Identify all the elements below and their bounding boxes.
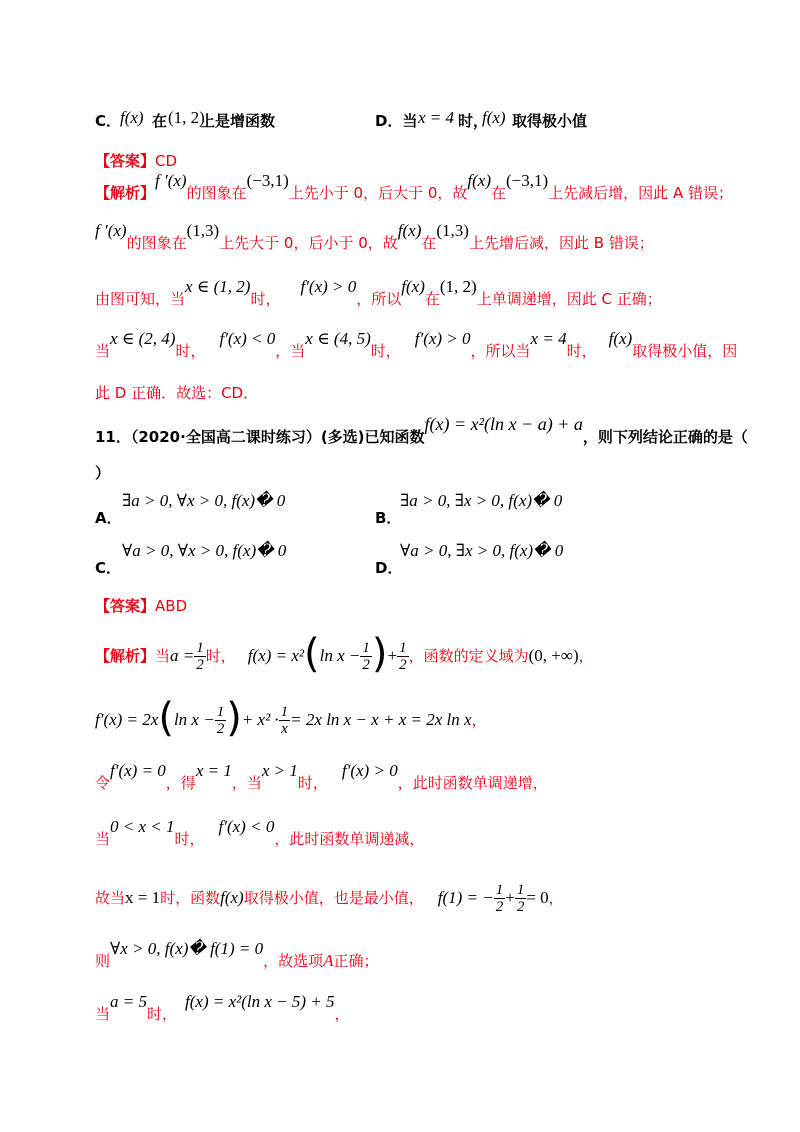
q11-s5-math-3: f(1) = −	[437, 888, 494, 907]
q11-s1-text-1: 当	[155, 647, 171, 665]
q11-stem-text-1: 11．（2020·全国高二课时练习）(多选)已知函数	[95, 428, 425, 446]
q11-s2-text-1: ，	[471, 711, 487, 729]
q11-s2-math-2: ln x −	[173, 710, 215, 729]
option-c-math-2: (1, 2)	[168, 108, 205, 127]
q10-l3-text-2: 时，	[250, 290, 281, 308]
q11-s2-math-4: = 2x ln x − x + x = 2x ln x	[290, 710, 472, 729]
q10-l2-math-1: f ′(x)	[95, 221, 127, 240]
q10-l4-text-3: ，当	[275, 342, 306, 360]
q11-s4-text-3: ，此时函数单调递减，	[274, 830, 425, 848]
q10-l4-text-4: 时，	[370, 342, 401, 360]
q10-l3-text-4: 在	[424, 290, 440, 308]
q11-s1-text-4: ，	[578, 647, 594, 665]
q10-answer-value: CD	[155, 152, 178, 170]
frac-num: 1	[516, 882, 525, 898]
q11-s3-text-3: ，当	[231, 774, 262, 792]
frac-den: 2	[216, 721, 225, 737]
q10-l3-math-3: f(x)	[401, 277, 425, 296]
frac-den: 2	[495, 899, 504, 915]
q11-s5-text-1: 故当	[95, 889, 126, 907]
q10-l1-math-1: f ′(x)	[155, 171, 187, 190]
q11-s7-text-3: ，	[334, 1005, 350, 1023]
frac-num: 1	[495, 882, 504, 898]
q10-l3-math-2: f′(x) > 0	[300, 277, 357, 296]
q10-l2-text-3: 在	[421, 234, 437, 252]
q11-s4-math-2: f′(x) < 0	[218, 817, 275, 836]
q11-stem-math: f(x) = x²(ln x − a) + a	[424, 414, 583, 434]
q11-s1-math-2: f(x) = x²	[247, 646, 304, 665]
q10-l1-math-3: f(x)	[467, 171, 491, 190]
q11-s5-math-1: x = 1	[125, 888, 161, 907]
q11-s1-frac-2	[360, 640, 372, 673]
frac-den: 2	[362, 657, 370, 673]
q11-s4-text-1: 当	[95, 830, 111, 848]
q10-l1-text-3: 在	[490, 184, 506, 202]
q11-s2-math-1: f′(x) = 2x	[95, 710, 159, 729]
q11-analysis-line-4	[95, 817, 425, 849]
q11-s3-math-4: f′(x) > 0	[341, 761, 398, 780]
q11-s5-math-2: f(x)	[220, 888, 244, 907]
q11-s5-text-4: ，	[548, 889, 564, 907]
q10-l4-text-7: 取得极小值，因	[632, 342, 738, 360]
q11-s6-math-2: A	[323, 951, 334, 970]
q10-l1-text-1: 的图象在	[186, 184, 247, 202]
frac-num: 1	[399, 640, 407, 656]
q11-s5-text-3: 取得极小值，也是最小值，	[243, 889, 424, 907]
q11-s5-frac-2	[515, 882, 527, 915]
q11-answer-row	[95, 595, 187, 616]
q10-l4-text-2: 时，	[175, 342, 206, 360]
q10-l4-text-5: ，所以当	[470, 342, 531, 360]
frac-num: 1	[196, 640, 204, 656]
frac-num: 1	[280, 704, 289, 720]
q10-l3-math-4: (1, 2)	[439, 277, 477, 296]
q10-l4-math-5: x = 4	[530, 329, 567, 348]
q10-l1-math-2: (−3,1)	[246, 171, 289, 190]
q11-s4-text-2: 时，	[174, 830, 205, 848]
frac-den: x	[281, 721, 288, 737]
q11-s7-text-2: 时，	[147, 1005, 178, 1023]
q10-l4-text-6: 时，	[566, 342, 597, 360]
q11-s6-math-1: ∀x > 0, f(x)� f(1) = 0	[110, 939, 264, 958]
q10-l2-math-3: f(x)	[397, 221, 422, 240]
q11-s3-text-4: 时，	[297, 774, 328, 792]
q11-s3-math-2: x = 1	[195, 761, 232, 780]
q11-s3-text-5: ，此时函数单调递增，	[397, 774, 548, 792]
q11-s1-text-3: ，函数的定义域为	[408, 647, 529, 665]
q10-analysis-line-2	[95, 221, 654, 253]
q11-option-d-math: ∀a > 0, ∃x > 0, f(x)� 0	[400, 541, 564, 560]
q11-stem-text-2: ，则下列结论正确的是（	[582, 428, 748, 446]
q11-s1-math-4: +	[387, 646, 398, 665]
q11-s5-math-4: +	[505, 888, 515, 907]
q11-s6-text-2: ，故选项	[263, 952, 324, 970]
q11-s7-math-1: a = 5	[110, 992, 147, 1011]
q10-l2-math-4: (1,3)	[436, 221, 469, 240]
option-c-text-2: 上是增函数	[200, 112, 276, 130]
option-d-math-1: x = 4	[418, 108, 455, 127]
q11-s7-math-2: f(x) = x²(ln x − 5) + 5	[185, 992, 335, 1011]
q11-option-a-math: ∃a > 0, ∀x > 0, f(x)� 0	[122, 491, 286, 510]
frac-num: 1	[216, 704, 225, 720]
q11-s3-text-2: ，得	[165, 774, 196, 792]
q11-analysis-line-6	[95, 939, 379, 971]
q10-l4-math-3: x ∈ (4, 5)	[305, 329, 371, 348]
q11-s6-text-3: 正确；	[333, 952, 379, 970]
right-paren-icon: )	[226, 694, 242, 741]
q10-answer-label: 【答案】	[95, 152, 156, 170]
q11-s1-math-1: a =	[170, 646, 195, 665]
q11-analysis-line-3	[95, 761, 548, 793]
q11-analysis-line-7	[95, 992, 350, 1024]
q10-l3-text-3: ，所以	[356, 290, 402, 308]
q11-s5-frac-1	[494, 882, 506, 915]
q11-s3-math-3: x > 1	[261, 761, 298, 780]
q11-s1-frac-1	[194, 640, 206, 673]
option-c-label: C．	[95, 112, 122, 130]
left-paren-icon: (	[158, 694, 174, 741]
left-paren-icon: (	[304, 630, 320, 677]
q11-answer-value: ABD	[155, 597, 188, 615]
q11-s1-text-2: 时，	[205, 647, 236, 665]
q10-l2-text-1: 的图象在	[126, 234, 187, 252]
right-paren-icon: )	[371, 630, 388, 677]
option-d-text-1: 时，	[458, 112, 489, 130]
option-c-math-1: f(x)	[120, 108, 144, 127]
q11-option-b-math: ∃a > 0, ∃x > 0, f(x)� 0	[400, 491, 563, 510]
q11-analysis-line-1	[95, 630, 594, 677]
q11-stem	[95, 414, 748, 447]
q11-s5-math-5: = 0	[526, 888, 549, 907]
option-c-text-1: 在	[152, 112, 168, 130]
q11-s1-frac-3	[397, 640, 409, 673]
q11-s3-text-1: 令	[95, 774, 111, 792]
option-d-label: D．当	[375, 112, 418, 130]
q10-answer-row	[95, 150, 177, 171]
q11-s2-math-3: + x² ·	[241, 710, 279, 729]
q10-l3-text-5: 上单调递增，因此 C 正确；	[476, 290, 662, 308]
q11-option-b-label: B．	[375, 509, 402, 527]
q11-option-d-label: D．	[375, 559, 403, 577]
q10-analysis-line-3	[95, 277, 662, 309]
frac-den: 2	[516, 899, 525, 915]
q10-l4-math-2: f′(x) < 0	[219, 329, 276, 348]
q11-s6-text-1: 则	[95, 952, 111, 970]
q10-analysis-label: 【解析】	[95, 184, 156, 202]
q11-stem-close: ）	[95, 464, 111, 482]
q11-analysis-line-5	[95, 878, 564, 918]
q10-l2-math-2: (1,3)	[186, 221, 220, 240]
q11-s1-math-5: (0, +∞)	[528, 646, 579, 665]
q11-option-c-math: ∀a > 0, ∀x > 0, f(x)� 0	[122, 541, 287, 560]
q10-l4-math-6: f(x)	[608, 329, 633, 348]
q11-s2-frac-1	[215, 704, 227, 737]
q10-l3-text-1: 由图可知，当	[95, 290, 186, 308]
q11-s1-math-3: ln x −	[319, 646, 361, 665]
option-d-math-2: f(x)	[482, 108, 506, 127]
frac-num: 1	[362, 640, 370, 656]
q11-option-c-label: C．	[95, 559, 122, 577]
q10-analysis-line-5: 此 D 正确．故选：CD．	[95, 384, 259, 402]
q11-s4-math-1: 0 < x < 1	[110, 817, 175, 836]
q10-l3-math-1: x ∈ (1, 2)	[185, 277, 251, 296]
q11-option-a-label: A．	[95, 509, 122, 527]
q10-l1-text-4: 上先减后增，因此 A 错误；	[548, 184, 733, 202]
q10-analysis-line-1	[95, 171, 733, 203]
q10-l4-text-1: 当	[95, 342, 111, 360]
q11-s3-math-1: f′(x) = 0	[110, 761, 166, 780]
q10-l1-text-2: 上先小于 0，后大于 0，故	[288, 184, 468, 202]
q11-analysis-line-2	[95, 694, 487, 742]
q11-s7-text-1: 当	[95, 1005, 111, 1023]
q10-l1-math-4: (−3,1)	[506, 171, 549, 190]
q11-analysis-label: 【解析】	[95, 647, 156, 665]
q10-l4-math-1: x ∈ (2, 4)	[110, 329, 176, 348]
q10-analysis-line-4	[95, 329, 738, 361]
q10-l4-math-4: f′(x) > 0	[414, 329, 471, 348]
q11-s5-text-2: 时，函数	[160, 889, 221, 907]
frac-den: 2	[196, 657, 204, 673]
frac-den: 2	[399, 657, 407, 673]
q10-l2-text-2: 上先大于 0，后小于 0，故	[219, 234, 398, 252]
q10-l2-text-4: 上先增后减，因此 B 错误；	[468, 234, 654, 252]
option-d-text-2: 取得极小值	[512, 112, 588, 130]
q11-s2-frac-2	[279, 704, 291, 737]
q11-answer-label: 【答案】	[95, 597, 156, 615]
